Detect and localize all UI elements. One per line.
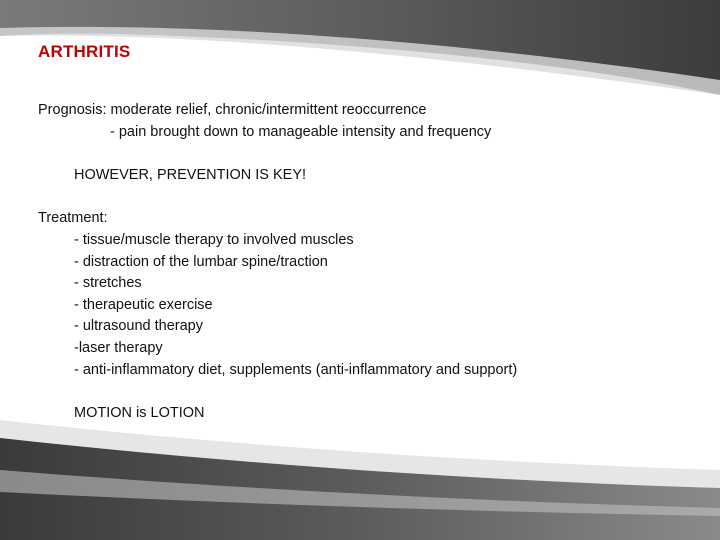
treatment-item: - tissue/muscle therapy to involved muscles [74,232,354,248]
treatment-item: - therapeutic exercise [74,297,213,313]
slide-title: ARTHRITIS [38,42,131,61]
treatment-item: - anti-inflammatory diet, supplements (anti-inflammatory and support) [74,362,518,378]
treatment-heading: Treatment: [38,210,108,226]
treatment-item: - stretches [74,275,142,291]
prognosis-detail-line: - pain brought down to manageable intensity and frequency [110,124,492,140]
bottom-swoosh-decoration [0,420,720,540]
treatment-item: - ultrasound therapy [74,318,203,334]
prognosis-line: Prognosis: moderate relief, chronic/intermittent reoccurrence [38,102,427,118]
treatment-item: - distraction of the lumbar spine/traction [74,254,328,270]
treatment-item: -laser therapy [74,340,163,356]
prevention-emphasis: HOWEVER, PREVENTION IS KEY! [74,167,307,183]
closing-motto: MOTION is LOTION [74,405,205,421]
